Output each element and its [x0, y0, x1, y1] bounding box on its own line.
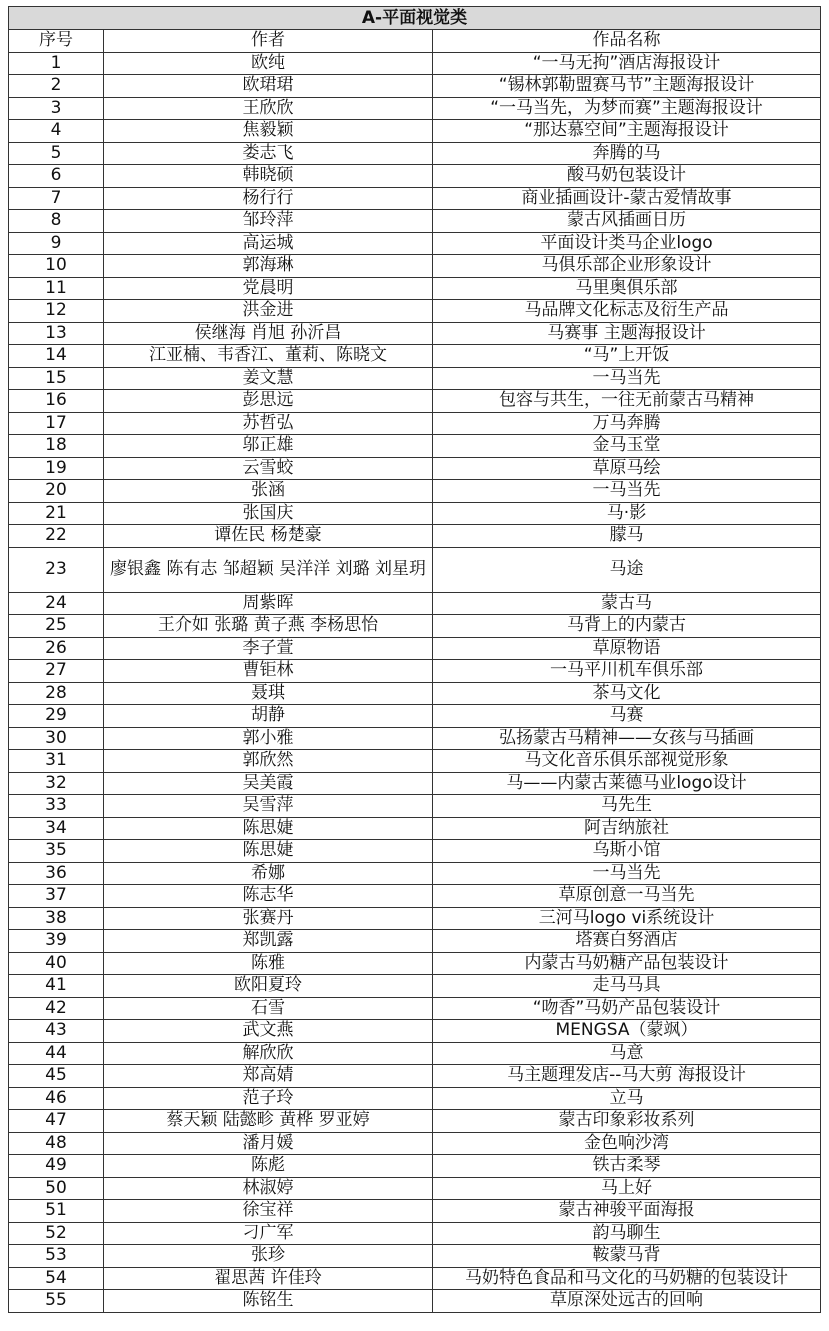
- row-number: 43: [9, 1020, 104, 1043]
- table-row: [9, 862, 821, 885]
- table-row: [9, 120, 821, 143]
- row-author: 党晨明: [104, 277, 433, 300]
- row-number: 20: [9, 480, 104, 503]
- row-author: 希娜: [104, 862, 433, 885]
- row-author: 翟思茜 许佳玲: [104, 1267, 433, 1290]
- table-row: [9, 52, 821, 75]
- row-work-title: 草原物语: [433, 637, 821, 660]
- row-work-title: 马里奥俱乐部: [433, 277, 821, 300]
- row-work-title: “一马当先，为梦而赛”主题海报设计: [433, 97, 821, 120]
- row-number: 33: [9, 795, 104, 818]
- row-work-title: 马上好: [433, 1177, 821, 1200]
- table-row: [9, 345, 821, 368]
- row-work-title: 马·影: [433, 502, 821, 525]
- row-work-title: 马品牌文化标志及衍生产品: [433, 300, 821, 323]
- row-number: 42: [9, 997, 104, 1020]
- row-work-title: 塔赛白努酒店: [433, 930, 821, 953]
- row-number: 26: [9, 637, 104, 660]
- table-row: [9, 952, 821, 975]
- row-work-title: 蒙古风插画日历: [433, 210, 821, 233]
- category-title-row: [9, 7, 821, 30]
- row-author: 娄志飞: [104, 142, 433, 165]
- row-author: 云雪蛟: [104, 457, 433, 480]
- row-work-title: 平面设计类马企业logo: [433, 232, 821, 255]
- table-row: [9, 412, 821, 435]
- row-number: 27: [9, 660, 104, 683]
- row-work-title: “马”上开饭: [433, 345, 821, 368]
- header-row: [9, 30, 821, 53]
- row-work-title: 包容与共生，一往无前蒙古马精神: [433, 390, 821, 413]
- row-author: 郭欣然: [104, 750, 433, 773]
- table-row: [9, 255, 821, 278]
- table-row: [9, 1200, 821, 1223]
- row-number: 21: [9, 502, 104, 525]
- row-author: 王介如 张璐 黄子燕 李杨思怡: [104, 615, 433, 638]
- row-work-title: “吻香”马奶产品包装设计: [433, 997, 821, 1020]
- row-number: 4: [9, 120, 104, 143]
- row-author: 潘月媛: [104, 1132, 433, 1155]
- table-row: [9, 435, 821, 458]
- row-author: 胡静: [104, 705, 433, 728]
- row-work-title: 商业插画设计-蒙古爱情故事: [433, 187, 821, 210]
- row-author: 陈铭生: [104, 1290, 433, 1313]
- table-row: [9, 637, 821, 660]
- row-number: 3: [9, 97, 104, 120]
- table-row: [9, 232, 821, 255]
- table-row: [9, 1020, 821, 1043]
- table-row: [9, 1042, 821, 1065]
- row-number: 38: [9, 907, 104, 930]
- row-work-title: 金色响沙湾: [433, 1132, 821, 1155]
- row-work-title: 马——内蒙古莱德马业logo设计: [433, 772, 821, 795]
- row-number: 54: [9, 1267, 104, 1290]
- row-work-title: 阿吉纳旅社: [433, 817, 821, 840]
- row-number: 44: [9, 1042, 104, 1065]
- row-work-title: 马途: [433, 547, 821, 592]
- row-author: 杨行行: [104, 187, 433, 210]
- row-number: 30: [9, 727, 104, 750]
- table-row: [9, 1267, 821, 1290]
- row-author: 李子萱: [104, 637, 433, 660]
- table-row: [9, 1177, 821, 1200]
- row-work-title: 马意: [433, 1042, 821, 1065]
- row-number: 18: [9, 435, 104, 458]
- row-number: 52: [9, 1222, 104, 1245]
- table-row: [9, 592, 821, 615]
- row-number: 8: [9, 210, 104, 233]
- table-row: [9, 840, 821, 863]
- table-row: [9, 885, 821, 908]
- row-number: 5: [9, 142, 104, 165]
- row-number: 36: [9, 862, 104, 885]
- row-author: 石雪: [104, 997, 433, 1020]
- row-author: 周紫晖: [104, 592, 433, 615]
- category-title: A-平面视觉类: [9, 7, 821, 30]
- table-row: [9, 1245, 821, 1268]
- row-number: 48: [9, 1132, 104, 1155]
- row-author: 张珍: [104, 1245, 433, 1268]
- row-author: 刁广军: [104, 1222, 433, 1245]
- row-author: 欧纯: [104, 52, 433, 75]
- table-row: [9, 660, 821, 683]
- table-body: [9, 52, 821, 1312]
- row-author: 郭小雅: [104, 727, 433, 750]
- row-number: 32: [9, 772, 104, 795]
- table-row: [9, 930, 821, 953]
- row-number: 14: [9, 345, 104, 368]
- row-work-title: MENGSA（蒙飒）: [433, 1020, 821, 1043]
- row-author: 陈彪: [104, 1155, 433, 1178]
- row-number: 11: [9, 277, 104, 300]
- row-number: 47: [9, 1110, 104, 1133]
- row-work-title: 蒙古马: [433, 592, 821, 615]
- row-number: 7: [9, 187, 104, 210]
- row-number: 55: [9, 1290, 104, 1313]
- table-row: [9, 322, 821, 345]
- header-author: 作者: [104, 30, 433, 53]
- row-author: 苏哲弘: [104, 412, 433, 435]
- row-work-title: 马主题理发店--马大剪 海报设计: [433, 1065, 821, 1088]
- table-row: [9, 817, 821, 840]
- row-author: 张涵: [104, 480, 433, 503]
- row-work-title: 立马: [433, 1087, 821, 1110]
- table-row: [9, 97, 821, 120]
- header-number: 序号: [9, 30, 104, 53]
- row-number: 50: [9, 1177, 104, 1200]
- row-author: 张国庆: [104, 502, 433, 525]
- row-work-title: 马赛: [433, 705, 821, 728]
- row-work-title: 茶马文化: [433, 682, 821, 705]
- table-row: [9, 390, 821, 413]
- row-work-title: 马俱乐部企业形象设计: [433, 255, 821, 278]
- table-row: [9, 750, 821, 773]
- row-number: 6: [9, 165, 104, 188]
- row-number: 31: [9, 750, 104, 773]
- row-author: 姜文慧: [104, 367, 433, 390]
- row-number: 1: [9, 52, 104, 75]
- row-work-title: 弘扬蒙古马精神——女孩与马插画: [433, 727, 821, 750]
- row-author: 解欣欣: [104, 1042, 433, 1065]
- row-author: 欧阳夏玲: [104, 975, 433, 998]
- row-author: 范子玲: [104, 1087, 433, 1110]
- table-row: [9, 187, 821, 210]
- row-number: 12: [9, 300, 104, 323]
- row-number: 23: [9, 547, 104, 592]
- table-row: [9, 997, 821, 1020]
- table-row: [9, 502, 821, 525]
- row-number: 49: [9, 1155, 104, 1178]
- awards-list-sheet: [8, 6, 820, 1313]
- row-number: 39: [9, 930, 104, 953]
- row-work-title: 三河马logo vi系统设计: [433, 907, 821, 930]
- row-author: 陈雅: [104, 952, 433, 975]
- row-work-title: 韵马聊生: [433, 1222, 821, 1245]
- table-row: [9, 1155, 821, 1178]
- table-row: [9, 480, 821, 503]
- row-author: 洪金进: [104, 300, 433, 323]
- row-author: 侯继海 肖旭 孙沂昌: [104, 322, 433, 345]
- row-number: 16: [9, 390, 104, 413]
- row-number: 9: [9, 232, 104, 255]
- table-row: [9, 277, 821, 300]
- entries-table: [8, 6, 821, 1313]
- row-number: 28: [9, 682, 104, 705]
- table-row: [9, 615, 821, 638]
- row-number: 37: [9, 885, 104, 908]
- row-work-title: 内蒙古马奶糖产品包装设计: [433, 952, 821, 975]
- row-author: 高运城: [104, 232, 433, 255]
- row-author: 焦毅颖: [104, 120, 433, 143]
- row-work-title: 马奶特色食品和马文化的马奶糖的包装设计: [433, 1267, 821, 1290]
- row-number: 25: [9, 615, 104, 638]
- row-work-title: 马先生: [433, 795, 821, 818]
- row-number: 13: [9, 322, 104, 345]
- row-number: 34: [9, 817, 104, 840]
- row-number: 10: [9, 255, 104, 278]
- table-row: [9, 210, 821, 233]
- row-work-title: 马文化音乐俱乐部视觉形象: [433, 750, 821, 773]
- row-author: 彭思远: [104, 390, 433, 413]
- table-row: [9, 705, 821, 728]
- row-work-title: “那达慕空间”主题海报设计: [433, 120, 821, 143]
- table-row: [9, 1290, 821, 1313]
- table-row: [9, 907, 821, 930]
- row-work-title: 蒙古印象彩妆系列: [433, 1110, 821, 1133]
- row-author: 徐宝祥: [104, 1200, 433, 1223]
- row-author: 吴美霞: [104, 772, 433, 795]
- row-work-title: 草原创意一马当先: [433, 885, 821, 908]
- row-author: 张赛丹: [104, 907, 433, 930]
- row-author: 韩晓硕: [104, 165, 433, 188]
- table-row: [9, 795, 821, 818]
- row-work-title: 一马当先: [433, 862, 821, 885]
- row-author: 江亚楠、韦香江、董莉、陈晓文: [104, 345, 433, 368]
- row-number: 2: [9, 75, 104, 98]
- table-row: [9, 457, 821, 480]
- row-author: 王欣欣: [104, 97, 433, 120]
- row-number: 53: [9, 1245, 104, 1268]
- row-work-title: 走马马具: [433, 975, 821, 998]
- row-work-title: 奔腾的马: [433, 142, 821, 165]
- row-author: 聂琪: [104, 682, 433, 705]
- row-number: 51: [9, 1200, 104, 1223]
- table-row: [9, 1132, 821, 1155]
- table-row: [9, 682, 821, 705]
- row-work-title: 一马平川机车俱乐部: [433, 660, 821, 683]
- table-row: [9, 975, 821, 998]
- table-row: [9, 1110, 821, 1133]
- row-number: 35: [9, 840, 104, 863]
- table-row: [9, 772, 821, 795]
- row-work-title: 鞍蒙马背: [433, 1245, 821, 1268]
- row-number: 15: [9, 367, 104, 390]
- row-author: 武文燕: [104, 1020, 433, 1043]
- table-row: [9, 1222, 821, 1245]
- table-row: [9, 1065, 821, 1088]
- row-author: 邹玲萍: [104, 210, 433, 233]
- row-number: 29: [9, 705, 104, 728]
- row-work-title: 铁古柔琴: [433, 1155, 821, 1178]
- row-author: 郑凯露: [104, 930, 433, 953]
- row-author: 廖银鑫 陈有志 邹超颖 吴洋洋 刘璐 刘星玥: [104, 547, 433, 592]
- row-work-title: 蒙古神骏平面海报: [433, 1200, 821, 1223]
- row-author: 邬正雄: [104, 435, 433, 458]
- table-row: [9, 142, 821, 165]
- row-work-title: 金马玉堂: [433, 435, 821, 458]
- row-work-title: 酸马奶包装设计: [433, 165, 821, 188]
- row-number: 41: [9, 975, 104, 998]
- row-number: 17: [9, 412, 104, 435]
- table-row: [9, 547, 821, 592]
- row-work-title: 朦马: [433, 525, 821, 548]
- header-work-title: 作品名称: [433, 30, 821, 53]
- row-author: 陈思婕: [104, 840, 433, 863]
- row-work-title: 草原马绘: [433, 457, 821, 480]
- row-author: 曹钜林: [104, 660, 433, 683]
- row-number: 24: [9, 592, 104, 615]
- table-row: [9, 300, 821, 323]
- row-work-title: 万马奔腾: [433, 412, 821, 435]
- row-author: 吴雪萍: [104, 795, 433, 818]
- row-work-title: 一马当先: [433, 480, 821, 503]
- row-author: 林淑婷: [104, 1177, 433, 1200]
- row-work-title: 草原深处远古的回响: [433, 1290, 821, 1313]
- row-number: 45: [9, 1065, 104, 1088]
- row-work-title: 一马当先: [433, 367, 821, 390]
- row-author: 蔡天颖 陆懿畛 黄桦 罗亚婷: [104, 1110, 433, 1133]
- row-author: 陈志华: [104, 885, 433, 908]
- row-work-title: “一马无拘”酒店海报设计: [433, 52, 821, 75]
- row-author: 郭海琳: [104, 255, 433, 278]
- row-number: 19: [9, 457, 104, 480]
- row-work-title: 马赛事 主题海报设计: [433, 322, 821, 345]
- row-work-title: “锡林郭勒盟赛马节”主题海报设计: [433, 75, 821, 98]
- table-row: [9, 75, 821, 98]
- row-number: 40: [9, 952, 104, 975]
- row-number: 22: [9, 525, 104, 548]
- table-row: [9, 727, 821, 750]
- row-number: 46: [9, 1087, 104, 1110]
- table-row: [9, 367, 821, 390]
- row-author: 谭佐民 杨楚豪: [104, 525, 433, 548]
- row-author: 欧珺珺: [104, 75, 433, 98]
- row-work-title: 马背上的内蒙古: [433, 615, 821, 638]
- table-row: [9, 165, 821, 188]
- row-author: 陈思婕: [104, 817, 433, 840]
- row-author: 郑高婧: [104, 1065, 433, 1088]
- table-row: [9, 525, 821, 548]
- row-work-title: 乌斯小馆: [433, 840, 821, 863]
- table-row: [9, 1087, 821, 1110]
